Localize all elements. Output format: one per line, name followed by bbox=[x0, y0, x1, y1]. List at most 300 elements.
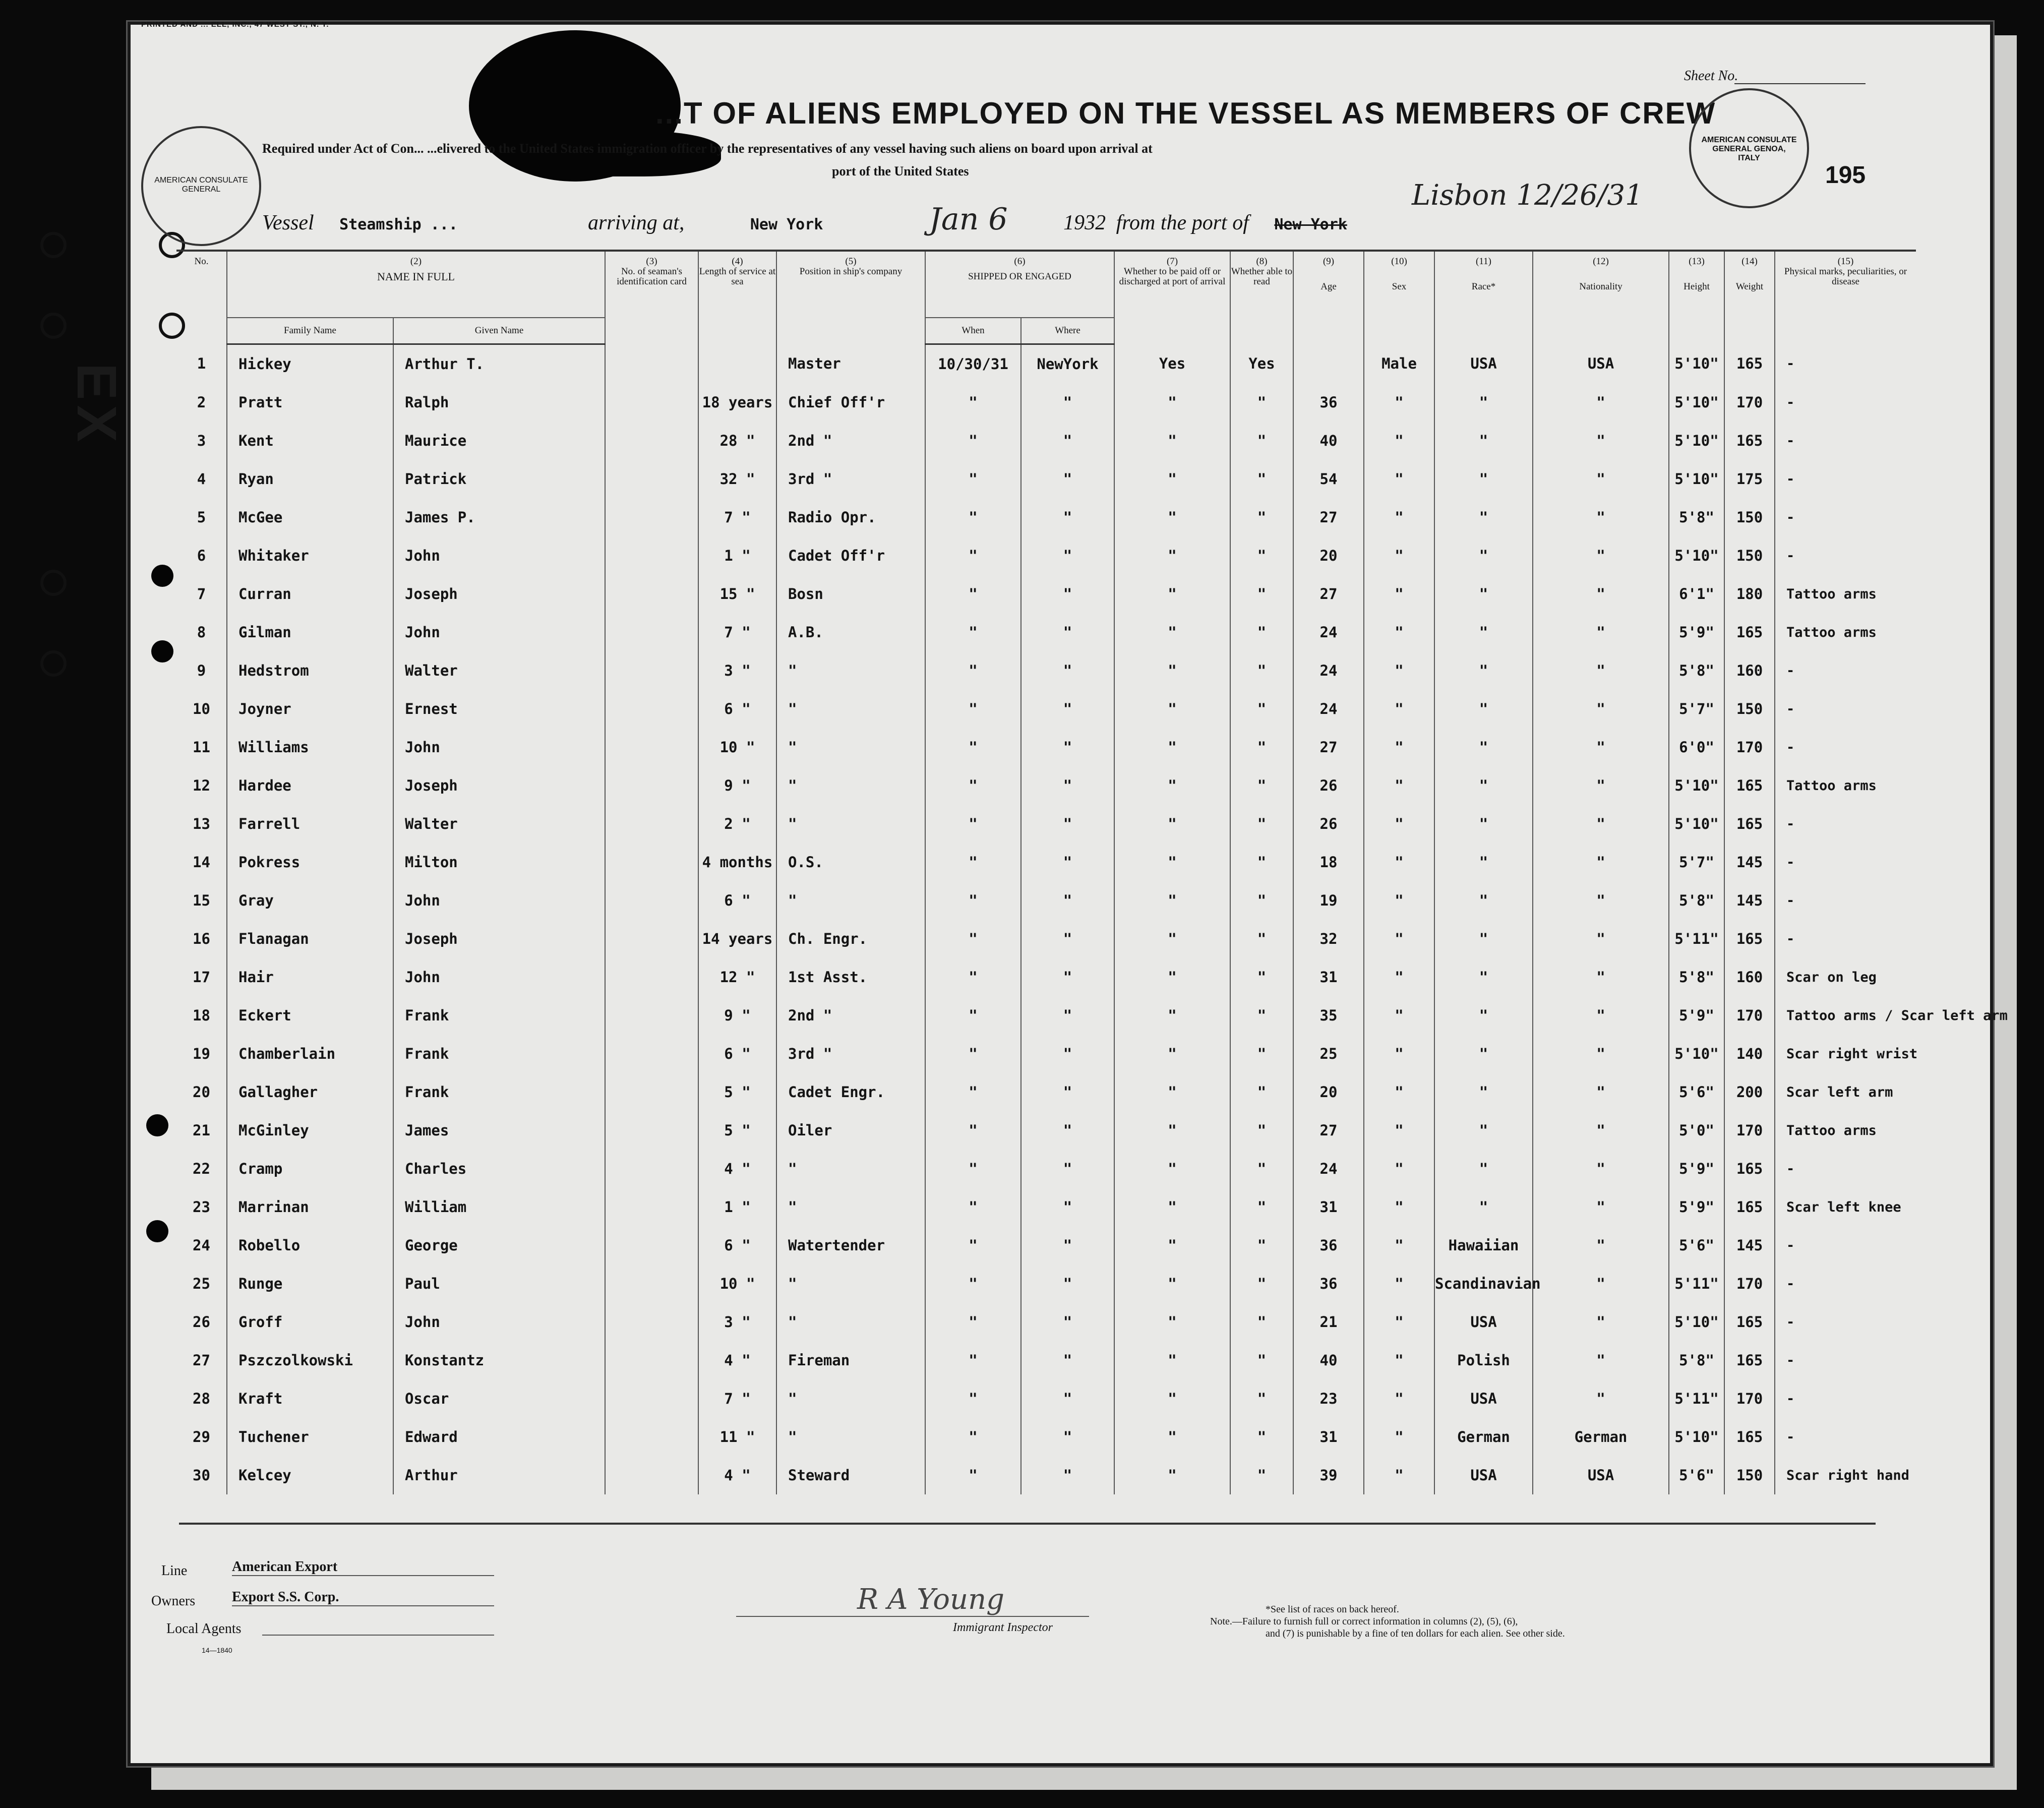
age: 19 bbox=[1293, 881, 1364, 920]
row-number: 15 bbox=[193, 892, 210, 909]
shipped-when: " bbox=[925, 958, 1021, 996]
position: Watertender bbox=[776, 1226, 925, 1264]
shipped-when: " bbox=[925, 690, 1021, 728]
shipped-when: 10/30/31 bbox=[925, 344, 1021, 384]
shipped-when: " bbox=[925, 1035, 1021, 1073]
shipped-where: " bbox=[1021, 651, 1114, 690]
family-name: Kent bbox=[227, 421, 393, 460]
sheet-no-line bbox=[1734, 83, 1866, 84]
physical-marks: - bbox=[1775, 421, 1916, 460]
sex: " bbox=[1364, 1341, 1434, 1379]
position: Ch. Engr. bbox=[776, 920, 925, 958]
shipped-where: " bbox=[1021, 1264, 1114, 1303]
row-number: 21 bbox=[193, 1122, 210, 1139]
race: USA bbox=[1434, 1379, 1533, 1418]
shipped-when: " bbox=[925, 1418, 1021, 1456]
consulate-stamp-left bbox=[141, 126, 261, 246]
shipped-when: " bbox=[925, 651, 1021, 690]
row-number: 11 bbox=[193, 739, 210, 756]
able-to-read: " bbox=[1230, 613, 1293, 651]
col-nationality bbox=[1533, 251, 1669, 344]
service-length: 6 " bbox=[698, 690, 776, 728]
card-number bbox=[605, 421, 698, 460]
physical-marks: Tattoo arms bbox=[1775, 613, 1916, 651]
weight: 175 bbox=[1724, 460, 1775, 498]
table-row bbox=[176, 460, 1916, 498]
given-name: James P. bbox=[393, 498, 605, 536]
shipped-when: " bbox=[925, 383, 1021, 421]
card-number bbox=[605, 1035, 698, 1073]
vessel-name: Steamship ... bbox=[339, 216, 467, 233]
nationality: " bbox=[1533, 651, 1669, 690]
paid-off: " bbox=[1114, 920, 1230, 958]
weight: 170 bbox=[1724, 728, 1775, 766]
able-to-read: " bbox=[1230, 920, 1293, 958]
race: " bbox=[1434, 728, 1533, 766]
weight: 145 bbox=[1724, 1226, 1775, 1264]
position: Cadet Engr. bbox=[776, 1073, 925, 1111]
shipped-where: " bbox=[1021, 690, 1114, 728]
physical-marks: Tattoo arms bbox=[1775, 766, 1916, 805]
card-number bbox=[605, 1073, 698, 1111]
race: " bbox=[1434, 421, 1533, 460]
family-name: Joyner bbox=[227, 690, 393, 728]
sex: " bbox=[1364, 383, 1434, 421]
height: 6'0" bbox=[1669, 728, 1724, 766]
race: " bbox=[1434, 1073, 1533, 1111]
shipped-where: " bbox=[1021, 383, 1114, 421]
given-name: Milton bbox=[393, 843, 605, 881]
race: " bbox=[1434, 805, 1533, 843]
family-name: Robello bbox=[227, 1226, 393, 1264]
col-paid bbox=[1114, 251, 1230, 344]
age: 36 bbox=[1293, 383, 1364, 421]
sex: " bbox=[1364, 881, 1434, 920]
shipped-when: " bbox=[925, 1111, 1021, 1150]
race: Polish bbox=[1434, 1341, 1533, 1379]
service-length: 12 " bbox=[698, 958, 776, 996]
physical-marks: - bbox=[1775, 690, 1916, 728]
service-length: 1 " bbox=[698, 1188, 776, 1226]
shipped-when: " bbox=[925, 460, 1021, 498]
paid-off: " bbox=[1114, 613, 1230, 651]
able-to-read: " bbox=[1230, 1341, 1293, 1379]
col-label: Position in ship's company bbox=[799, 266, 903, 277]
row-number: 30 bbox=[193, 1467, 210, 1484]
table-bottom-rule bbox=[179, 1523, 1876, 1525]
age bbox=[1293, 344, 1364, 384]
race: Hawaiian bbox=[1434, 1226, 1533, 1264]
position: " bbox=[776, 1150, 925, 1188]
col-service bbox=[698, 251, 776, 344]
height: 5'6" bbox=[1669, 1226, 1724, 1264]
able-to-read: " bbox=[1230, 575, 1293, 613]
able-to-read: " bbox=[1230, 958, 1293, 996]
given-name: Ralph bbox=[393, 383, 605, 421]
age: 40 bbox=[1293, 421, 1364, 460]
service-length: 11 " bbox=[698, 1418, 776, 1456]
shipped-where: " bbox=[1021, 920, 1114, 958]
sex: " bbox=[1364, 421, 1434, 460]
weight: 165 bbox=[1724, 421, 1775, 460]
race: " bbox=[1434, 881, 1533, 920]
service-length: 2 " bbox=[698, 805, 776, 843]
nationality: German bbox=[1533, 1418, 1669, 1456]
footer-note bbox=[1210, 1603, 1565, 1640]
given-name: James bbox=[393, 1111, 605, 1150]
col-number: (6) bbox=[1014, 256, 1026, 267]
age: 35 bbox=[1293, 996, 1364, 1035]
card-number bbox=[605, 383, 698, 421]
arriving-port: New York bbox=[750, 216, 823, 233]
table-row bbox=[176, 996, 1916, 1035]
position: 2nd " bbox=[776, 996, 925, 1035]
position: A.B. bbox=[776, 613, 925, 651]
weight: 170 bbox=[1724, 1264, 1775, 1303]
age: 20 bbox=[1293, 536, 1364, 575]
age: 31 bbox=[1293, 958, 1364, 996]
table-row bbox=[176, 536, 1916, 575]
shipped-where: " bbox=[1021, 996, 1114, 1035]
given-name: Joseph bbox=[393, 920, 605, 958]
col-label: Whether to be paid off or discharged at port of arrival bbox=[1119, 266, 1226, 287]
given-name: Charles bbox=[393, 1150, 605, 1188]
family-name: Runge bbox=[227, 1264, 393, 1303]
shipped-when: " bbox=[925, 1073, 1021, 1111]
col-label: SHIPPED OR ENGAGED bbox=[968, 271, 1071, 282]
height: 5'10" bbox=[1669, 1303, 1724, 1341]
height: 5'10" bbox=[1669, 421, 1724, 460]
table-row bbox=[176, 498, 1916, 536]
able-to-read: " bbox=[1230, 1111, 1293, 1150]
service-length: 15 " bbox=[698, 575, 776, 613]
shipped-where: " bbox=[1021, 421, 1114, 460]
col-number: (11) bbox=[1476, 256, 1491, 267]
row-number: 6 bbox=[197, 547, 206, 564]
col-number: (7) bbox=[1166, 256, 1178, 267]
shipped-when: " bbox=[925, 1188, 1021, 1226]
age: 20 bbox=[1293, 1073, 1364, 1111]
row-number: 20 bbox=[193, 1083, 210, 1101]
sex: " bbox=[1364, 460, 1434, 498]
col-age bbox=[1293, 251, 1364, 344]
nationality: " bbox=[1533, 1188, 1669, 1226]
sex: " bbox=[1364, 1073, 1434, 1111]
nationality: " bbox=[1533, 1035, 1669, 1073]
able-to-read: " bbox=[1230, 1226, 1293, 1264]
family-name: Hardee bbox=[227, 766, 393, 805]
physical-marks: - bbox=[1775, 1303, 1916, 1341]
table-row bbox=[176, 805, 1916, 843]
family-name: Whitaker bbox=[227, 536, 393, 575]
row-number: 18 bbox=[193, 1007, 210, 1024]
row-number: 1 bbox=[197, 355, 206, 373]
height: 5'8" bbox=[1669, 651, 1724, 690]
race: " bbox=[1434, 536, 1533, 575]
age: 39 bbox=[1293, 1456, 1364, 1494]
col-label: Sex bbox=[1392, 281, 1407, 292]
weight: 160 bbox=[1724, 651, 1775, 690]
given-name: John bbox=[393, 613, 605, 651]
card-number bbox=[605, 1418, 698, 1456]
weight: 200 bbox=[1724, 1073, 1775, 1111]
col-shipped bbox=[925, 251, 1114, 318]
card-number bbox=[605, 690, 698, 728]
able-to-read: " bbox=[1230, 1456, 1293, 1494]
table-row bbox=[176, 1341, 1916, 1379]
paid-off: " bbox=[1114, 383, 1230, 421]
service-length: 9 " bbox=[698, 766, 776, 805]
service-length: 32 " bbox=[698, 460, 776, 498]
race: " bbox=[1434, 958, 1533, 996]
paid-off: " bbox=[1114, 1035, 1230, 1073]
nationality: " bbox=[1533, 421, 1669, 460]
service-length bbox=[698, 344, 776, 384]
service-length: 6 " bbox=[698, 1035, 776, 1073]
given-name: John bbox=[393, 1303, 605, 1341]
able-to-read: " bbox=[1230, 1188, 1293, 1226]
age: 40 bbox=[1293, 1341, 1364, 1379]
row-number: 14 bbox=[193, 854, 210, 871]
race: " bbox=[1434, 498, 1533, 536]
col-label: Age bbox=[1320, 281, 1337, 292]
height: 5'11" bbox=[1669, 920, 1724, 958]
paid-off: " bbox=[1114, 805, 1230, 843]
race: " bbox=[1434, 575, 1533, 613]
service-length: 4 " bbox=[698, 1150, 776, 1188]
physical-marks: - bbox=[1775, 1150, 1916, 1188]
col-number: (12) bbox=[1593, 256, 1609, 267]
col-number: (8) bbox=[1256, 256, 1268, 267]
service-length: 14 years bbox=[698, 920, 776, 958]
age: 54 bbox=[1293, 460, 1364, 498]
table-row bbox=[176, 766, 1916, 805]
sex: " bbox=[1364, 920, 1434, 958]
note-line: Note.—Failure to furnish full or correct information in columns (2), (5), (6), bbox=[1210, 1616, 1518, 1627]
shipped-where: " bbox=[1021, 958, 1114, 996]
age: 24 bbox=[1293, 613, 1364, 651]
col-race bbox=[1434, 251, 1533, 344]
shipped-where: " bbox=[1021, 1303, 1114, 1341]
table-row bbox=[176, 421, 1916, 460]
service-length: 3 " bbox=[698, 1303, 776, 1341]
height: 5'10" bbox=[1669, 460, 1724, 498]
shipped-where: " bbox=[1021, 1341, 1114, 1379]
height: 5'8" bbox=[1669, 1341, 1724, 1379]
family-name: Williams bbox=[227, 728, 393, 766]
card-number bbox=[605, 536, 698, 575]
card-number bbox=[605, 498, 698, 536]
race: " bbox=[1434, 843, 1533, 881]
position: " bbox=[776, 1303, 925, 1341]
family-name: Farrell bbox=[227, 805, 393, 843]
card-number bbox=[605, 920, 698, 958]
shipped-when: " bbox=[925, 1456, 1021, 1494]
shipped-when: " bbox=[925, 1379, 1021, 1418]
shipped-when: " bbox=[925, 1150, 1021, 1188]
col-given-name: Given Name bbox=[393, 318, 605, 344]
shipped-when: " bbox=[925, 843, 1021, 881]
card-number bbox=[605, 344, 698, 384]
paid-off: Yes bbox=[1114, 344, 1230, 384]
weight: 170 bbox=[1724, 996, 1775, 1035]
table-row bbox=[176, 1226, 1916, 1264]
col-label: Physical marks, peculiarities, or disease bbox=[1784, 266, 1907, 287]
nationality: " bbox=[1533, 1264, 1669, 1303]
shipped-where: " bbox=[1021, 536, 1114, 575]
shipped-where: " bbox=[1021, 1035, 1114, 1073]
nationality: " bbox=[1533, 613, 1669, 651]
service-length: 7 " bbox=[698, 498, 776, 536]
height: 5'10" bbox=[1669, 383, 1724, 421]
arrival-year: 1932 bbox=[1063, 211, 1106, 234]
nationality: " bbox=[1533, 958, 1669, 996]
physical-marks: Tattoo arms / Scar left arm bbox=[1775, 996, 1916, 1035]
able-to-read: " bbox=[1230, 498, 1293, 536]
race: " bbox=[1434, 460, 1533, 498]
col-number: (13) bbox=[1689, 256, 1705, 267]
physical-marks: Scar left arm bbox=[1775, 1073, 1916, 1111]
height: 5'7" bbox=[1669, 690, 1724, 728]
physical-marks: Scar right wrist bbox=[1775, 1035, 1916, 1073]
table-row bbox=[176, 344, 1916, 384]
able-to-read: " bbox=[1230, 1379, 1293, 1418]
service-length: 5 " bbox=[698, 1073, 776, 1111]
age: 24 bbox=[1293, 1150, 1364, 1188]
sex: " bbox=[1364, 1379, 1434, 1418]
row-number: 16 bbox=[193, 930, 210, 947]
paid-off: " bbox=[1114, 881, 1230, 920]
shipped-when: " bbox=[925, 728, 1021, 766]
age: 25 bbox=[1293, 1035, 1364, 1073]
col-label: No. of seaman's identification card bbox=[617, 266, 687, 287]
form-number: 14—1840 bbox=[202, 1646, 232, 1654]
nationality: USA bbox=[1533, 344, 1669, 384]
family-name: Hair bbox=[227, 958, 393, 996]
col-number: (3) bbox=[646, 256, 657, 267]
printer-line: PRINTED AND ... ELL, INC., 47 WEST ST., N. Y. bbox=[141, 20, 329, 29]
nationality: " bbox=[1533, 383, 1669, 421]
age: 36 bbox=[1293, 1226, 1364, 1264]
shipped-when: " bbox=[925, 498, 1021, 536]
family-name: McGinley bbox=[227, 1111, 393, 1150]
height: 6'1" bbox=[1669, 575, 1724, 613]
shipped-where: " bbox=[1021, 575, 1114, 613]
sex: " bbox=[1364, 1150, 1434, 1188]
shipped-where: " bbox=[1021, 805, 1114, 843]
given-name: Frank bbox=[393, 996, 605, 1035]
able-to-read: " bbox=[1230, 383, 1293, 421]
race: Scandinavian bbox=[1434, 1264, 1533, 1303]
service-length: 28 " bbox=[698, 421, 776, 460]
sex: " bbox=[1364, 613, 1434, 651]
physical-marks: - bbox=[1775, 881, 1916, 920]
race: " bbox=[1434, 1150, 1533, 1188]
able-to-read: " bbox=[1230, 881, 1293, 920]
row-number: 24 bbox=[193, 1237, 210, 1254]
family-name: Pratt bbox=[227, 383, 393, 421]
age: 27 bbox=[1293, 1111, 1364, 1150]
able-to-read: " bbox=[1230, 651, 1293, 690]
sex: " bbox=[1364, 690, 1434, 728]
age: 27 bbox=[1293, 575, 1364, 613]
given-name: Paul bbox=[393, 1264, 605, 1303]
family-name: Gilman bbox=[227, 613, 393, 651]
weight: 165 bbox=[1724, 1303, 1775, 1341]
table-row bbox=[176, 920, 1916, 958]
age: 36 bbox=[1293, 1264, 1364, 1303]
given-name: George bbox=[393, 1226, 605, 1264]
table-row bbox=[176, 1379, 1916, 1418]
row-number: 17 bbox=[193, 969, 210, 986]
shipped-where: " bbox=[1021, 498, 1114, 536]
able-to-read: " bbox=[1230, 1150, 1293, 1188]
sex: " bbox=[1364, 1456, 1434, 1494]
position: " bbox=[776, 1418, 925, 1456]
agents-label: Local Agents bbox=[166, 1621, 242, 1637]
binder-ring bbox=[40, 650, 67, 677]
family-name: Ryan bbox=[227, 460, 393, 498]
nationality: " bbox=[1533, 728, 1669, 766]
family-name: Hedstrom bbox=[227, 651, 393, 690]
col-family-name: Family Name bbox=[227, 318, 393, 344]
nationality: " bbox=[1533, 881, 1669, 920]
age: 24 bbox=[1293, 651, 1364, 690]
weight: 150 bbox=[1724, 536, 1775, 575]
card-number bbox=[605, 766, 698, 805]
table-row bbox=[176, 1073, 1916, 1111]
height: 5'10" bbox=[1669, 344, 1724, 384]
weight: 140 bbox=[1724, 1035, 1775, 1073]
family-name: Eckert bbox=[227, 996, 393, 1035]
inspector-signature: R A Young bbox=[857, 1583, 1005, 1616]
age: 18 bbox=[1293, 843, 1364, 881]
row-number: 13 bbox=[193, 815, 210, 832]
paid-off: " bbox=[1114, 1341, 1230, 1379]
race: " bbox=[1434, 996, 1533, 1035]
col-height bbox=[1669, 251, 1724, 344]
shipped-where: " bbox=[1021, 1456, 1114, 1494]
paid-off: " bbox=[1114, 536, 1230, 575]
race: " bbox=[1434, 690, 1533, 728]
sex: " bbox=[1364, 1111, 1434, 1150]
height: 5'9" bbox=[1669, 613, 1724, 651]
sex: " bbox=[1364, 805, 1434, 843]
nationality: " bbox=[1533, 766, 1669, 805]
note-line: *See list of races on back hereof. bbox=[1266, 1604, 1399, 1615]
col-label: Nationality bbox=[1579, 281, 1622, 292]
col-number: (14) bbox=[1741, 256, 1758, 267]
row-number: 26 bbox=[193, 1313, 210, 1331]
paid-off: " bbox=[1114, 766, 1230, 805]
able-to-read: " bbox=[1230, 843, 1293, 881]
paid-off: " bbox=[1114, 421, 1230, 460]
owners-label: Owners bbox=[151, 1593, 196, 1609]
binder-ring bbox=[40, 570, 67, 596]
race: " bbox=[1434, 920, 1533, 958]
table-row bbox=[176, 1418, 1916, 1456]
race: " bbox=[1434, 651, 1533, 690]
position: O.S. bbox=[776, 843, 925, 881]
physical-marks: - bbox=[1775, 728, 1916, 766]
weight: 165 bbox=[1724, 1150, 1775, 1188]
family-name: McGee bbox=[227, 498, 393, 536]
physical-marks: - bbox=[1775, 1418, 1916, 1456]
row-number: 7 bbox=[197, 585, 206, 602]
given-name: Oscar bbox=[393, 1379, 605, 1418]
service-length: 5 " bbox=[698, 1111, 776, 1150]
physical-marks: - bbox=[1775, 1341, 1916, 1379]
